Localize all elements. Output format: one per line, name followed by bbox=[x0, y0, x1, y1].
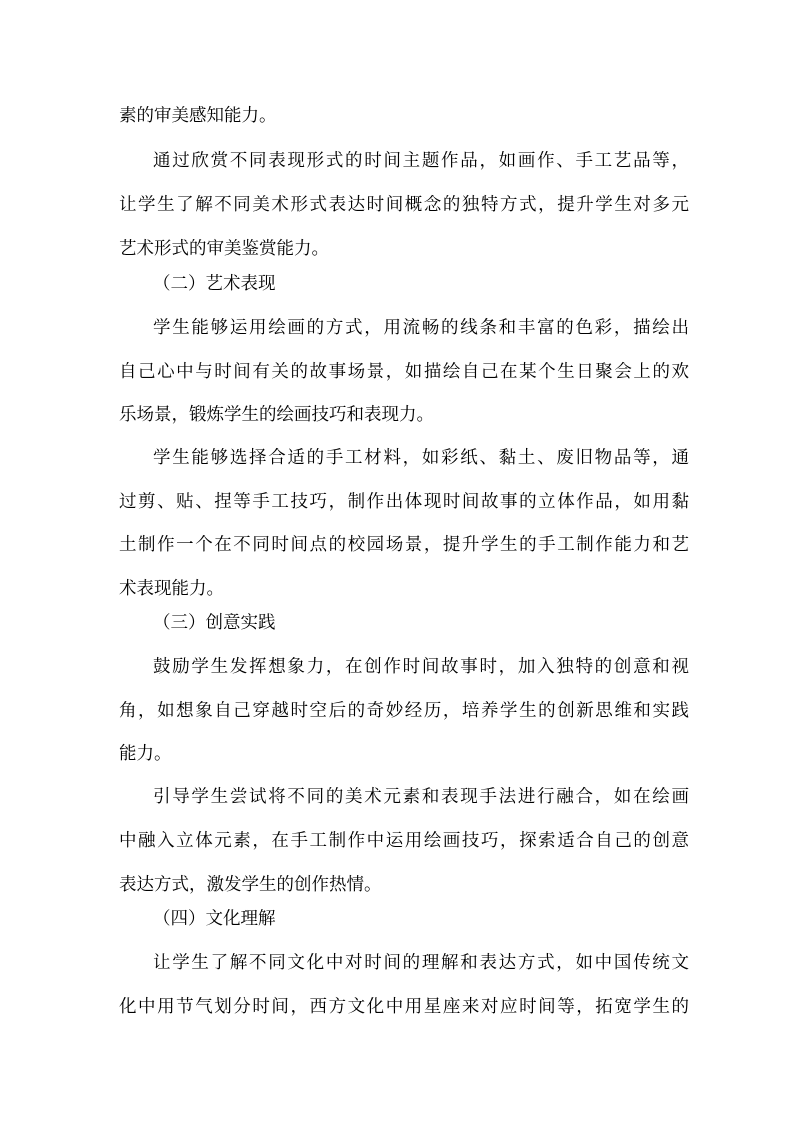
paragraph-line: 让学生了解不同美术形式表达时间概念的独特方式，提升学生对多元 bbox=[119, 195, 689, 215]
paragraph-line: 让学生了解不同文化中对时间的理解和表达方式，如中国传统文 bbox=[153, 953, 689, 973]
paragraph-line: 鼓励学生发挥想象力，在创作时间故事时，加入独特的创意和视 bbox=[153, 657, 689, 677]
paragraph-line: 术表现能力。 bbox=[119, 579, 224, 599]
paragraph-line: 化中用节气划分时间，西方文化中用星座来对应时间等，拓宽学生的 bbox=[119, 997, 689, 1017]
paragraph-line: 自己心中与时间有关的故事场景，如描绘自己在某个生日聚会上的欢 bbox=[119, 362, 689, 382]
paragraph-line: 艺术形式的审美鉴赏能力。 bbox=[119, 239, 329, 259]
paragraph-line: 通过欣赏不同表现形式的时间主题作品，如画作、手工艺品等， bbox=[153, 151, 689, 171]
paragraph-line: 中融入立体元素，在手工制作中运用绘画技巧，探索适合自己的创意 bbox=[119, 831, 689, 851]
paragraph-line: 学生能够运用绘画的方式，用流畅的线条和丰富的色彩，描绘出 bbox=[153, 318, 689, 338]
paragraph-line: 过剪、贴、捏等手工技巧，制作出体现时间故事的立体作品，如用黏 bbox=[119, 492, 689, 512]
paragraph-line: 能力。 bbox=[119, 744, 172, 764]
paragraph-line: 乐场景，锻炼学生的绘画技巧和表现力。 bbox=[119, 405, 434, 425]
paragraph-line: 学生能够选择合适的手工材料，如彩纸、黏土、废旧物品等，通 bbox=[153, 448, 689, 468]
section-heading: （二）艺术表现 bbox=[153, 274, 276, 294]
section-heading: （四）文化理解 bbox=[153, 909, 276, 929]
paragraph-line: 引导学生尝试将不同的美术元素和表现手法进行融合，如在绘画 bbox=[153, 787, 689, 807]
paragraph-line: 表达方式，激发学生的创作热情。 bbox=[119, 875, 382, 895]
section-heading: （三）创意实践 bbox=[153, 613, 276, 633]
paragraph-line: 土制作一个在不同时间点的校园场景，提升学生的手工制作能力和艺 bbox=[119, 535, 689, 555]
paragraph-line: 素的审美感知能力。 bbox=[119, 106, 277, 126]
paragraph-line: 角，如想象自己穿越时空后的奇妙经历，培养学生的创新思维和实践 bbox=[119, 701, 689, 721]
